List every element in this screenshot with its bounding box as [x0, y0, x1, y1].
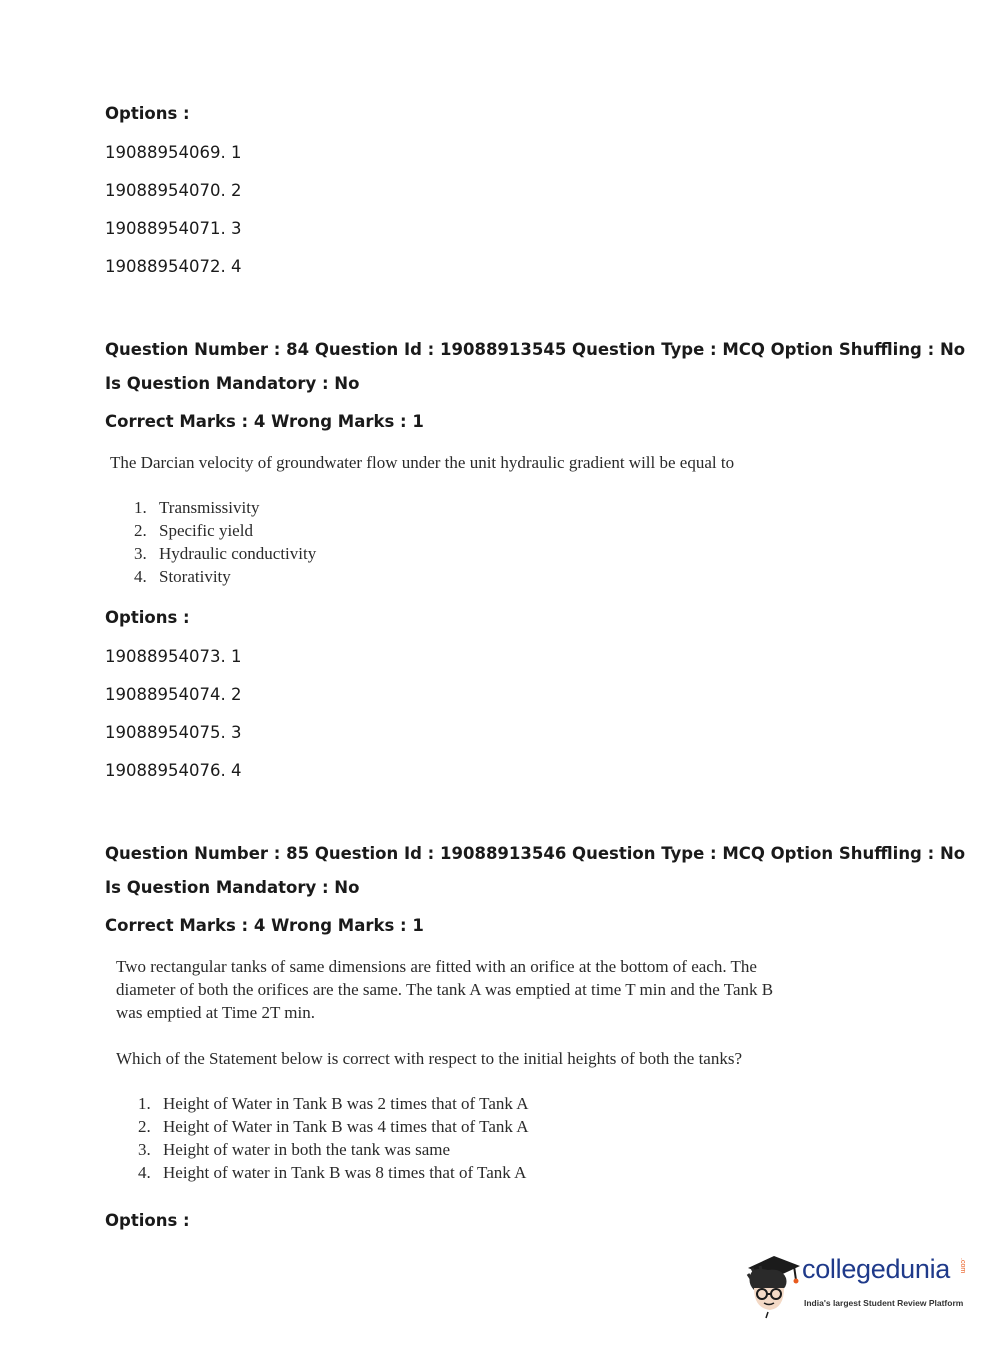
- question-84-mandatory: Is Question Mandatory : No: [105, 374, 360, 393]
- choice-number: 1.: [134, 498, 147, 517]
- question-84-choice-4: [134, 567, 231, 587]
- question-85-marks: Correct Marks : 4 Wrong Marks : 1: [105, 916, 424, 935]
- choice-text: Height of Water in Tank B was 4 times that of Tank A: [163, 1117, 529, 1136]
- question-84-marks: Correct Marks : 4 Wrong Marks : 1: [105, 412, 424, 431]
- question-85-text-line: Two rectangular tanks of same dimensions are fitted with an orifice at the bottom of each. The: [116, 957, 757, 976]
- question-85-choice-1: [138, 1094, 528, 1114]
- choice-text: Hydraulic conductivity: [159, 544, 317, 563]
- question-84-choice-3: [134, 544, 316, 564]
- option-item: 19088954071. 3: [105, 219, 242, 238]
- question-85-question: Which of the Statement below is correct with respect to the initial heights of both the tanks?: [116, 1049, 742, 1068]
- option-item: 19088954075. 3: [105, 723, 242, 742]
- logo-wordmark: collegedunia: [802, 1254, 951, 1284]
- question-84-text: The Darcian velocity of groundwater flow under the unit hydraulic gradient will be equal to: [110, 453, 735, 472]
- mascot-icon: [742, 1250, 802, 1320]
- choice-number: 2.: [134, 521, 147, 540]
- question-85-mandatory: Is Question Mandatory : No: [105, 878, 360, 897]
- option-item: 19088954072. 4: [105, 257, 242, 276]
- choice-text: Height of water in Tank B was 8 times that of Tank A: [163, 1163, 527, 1182]
- question-85-choice-2: [138, 1117, 528, 1137]
- choice-number: 3.: [134, 544, 147, 563]
- options-label: Options :: [105, 608, 190, 627]
- question-85-choice-3: [138, 1140, 450, 1160]
- question-85-text-line: was emptied at Time 2T min.: [116, 1003, 315, 1022]
- choice-text: Specific yield: [159, 521, 253, 540]
- choice-text: Height of Water in Tank B was 2 times that of Tank A: [163, 1094, 529, 1113]
- choice-number: 2.: [138, 1117, 151, 1136]
- question-85-header: Question Number : 85 Question Id : 19088913546 Question Type : MCQ Option Shuffling : No: [105, 844, 966, 863]
- option-item: 19088954073. 1: [105, 647, 242, 666]
- collegedunia-logo: [742, 1250, 972, 1322]
- question-85-choice-4: [138, 1163, 526, 1183]
- question-84-choice-1: [134, 498, 259, 518]
- question-84-choice-2: [134, 521, 253, 541]
- choice-text: Height of water in both the tank was same: [163, 1140, 451, 1159]
- choice-text: Storativity: [159, 567, 231, 586]
- choice-number: 3.: [138, 1140, 151, 1159]
- question-84-header: Question Number : 84 Question Id : 19088913545 Question Type : MCQ Option Shuffling : No: [105, 340, 966, 359]
- options-label: Options :: [105, 1211, 190, 1230]
- option-item: 19088954070. 2: [105, 181, 242, 200]
- options-label: Options :: [105, 104, 190, 123]
- option-item: 19088954074. 2: [105, 685, 242, 704]
- choice-text: Transmissivity: [159, 498, 260, 517]
- option-item: 19088954069. 1: [105, 143, 242, 162]
- choice-number: 4.: [138, 1163, 151, 1182]
- option-item: 19088954076. 4: [105, 761, 242, 780]
- logo-tagline: India's largest Student Review Platform: [804, 1298, 964, 1308]
- choice-number: 4.: [134, 567, 147, 586]
- question-85-text-line: diameter of both the orifices are the same. The tank A was emptied at time T min and the Tank B: [116, 980, 774, 999]
- choice-number: 1.: [138, 1094, 151, 1113]
- logo-domain-suffix: .com: [959, 1258, 966, 1274]
